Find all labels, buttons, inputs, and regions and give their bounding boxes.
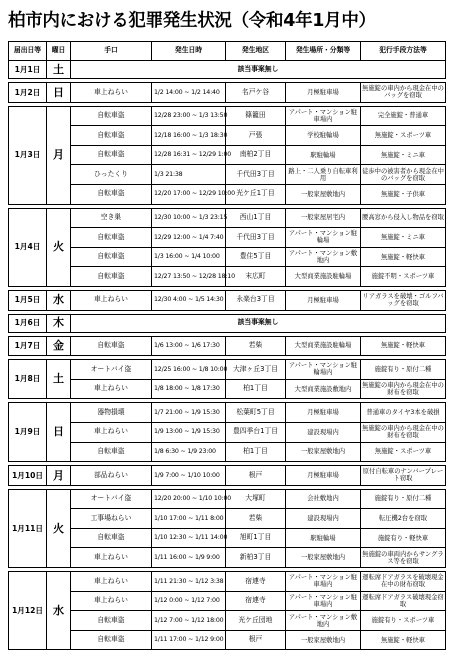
header-means: 犯行手段方法等 xyxy=(361,42,446,61)
table-row xyxy=(9,630,446,650)
no-incident-cell: 該当事案無し xyxy=(71,314,446,332)
weekday-cell: 月 xyxy=(47,106,71,204)
method-cell: 車上ねらい xyxy=(71,83,152,103)
header-date: 届出日等 xyxy=(9,42,47,61)
weekday-cell: 月 xyxy=(47,466,71,486)
datetime-cell: 12/30 4:00 ~ 1/5 14:30 xyxy=(152,290,226,310)
weekday-cell: 日 xyxy=(47,403,71,462)
date-cell: 1月12日 xyxy=(9,572,47,650)
location-cell: 月極駐車場 xyxy=(286,466,361,486)
weekday-cell: 木 xyxy=(47,314,71,332)
location-cell: アパート・マンション敷地内 xyxy=(286,611,361,631)
means-cell: 原付自転車のナンバープレート窃取 xyxy=(361,466,446,486)
location-cell: 月極駐車場 xyxy=(286,290,361,310)
area-cell: 名戸ケ谷 xyxy=(226,83,286,103)
table-row xyxy=(9,228,446,248)
datetime-cell: 1/6 13:00 ~ 1/6 17:30 xyxy=(152,336,226,356)
area-cell: 大津ヶ丘3丁目 xyxy=(226,360,286,380)
method-cell: 車上ねらい xyxy=(71,591,152,611)
location-cell: アパート・マンション駐輪場 xyxy=(286,228,361,248)
weekday-cell: 土 xyxy=(47,360,71,399)
method-cell: 自転車盗 xyxy=(71,442,152,462)
table-row xyxy=(9,267,446,287)
table-row xyxy=(9,126,446,146)
datetime-cell: 1/11 21:30 ~ 1/12 3:38 xyxy=(152,572,226,592)
means-cell: 無施錠・ミニ車 xyxy=(361,228,446,248)
area-cell: 根戸 xyxy=(226,466,286,486)
location-cell: 会社敷地内 xyxy=(286,489,361,509)
header-area: 発生地区 xyxy=(226,42,286,61)
location-cell: 一般家屋敷地内 xyxy=(286,442,361,462)
method-cell: 工事場ねらい xyxy=(71,509,152,529)
table-row xyxy=(9,336,446,356)
method-cell: 自転車盗 xyxy=(71,106,152,126)
area-cell: 南柏2丁目 xyxy=(226,145,286,165)
datetime-cell: 1/9 13:00 ~ 1/9 15:30 xyxy=(152,422,226,442)
table-row xyxy=(9,591,446,611)
table-row xyxy=(9,314,446,332)
means-cell: 無施錠・軽快車 xyxy=(361,630,446,650)
means-cell: 施錠有り・軽快車 xyxy=(361,528,446,548)
date-cell: 1月2日 xyxy=(9,83,47,103)
location-cell: 月極駐車場 xyxy=(286,403,361,423)
location-cell: 一般家屋居宅内 xyxy=(286,208,361,228)
weekday-cell: 日 xyxy=(47,83,71,103)
table-row xyxy=(9,61,446,79)
datetime-cell: 1/10 17:00 ~ 1/11 8:00 xyxy=(152,509,226,529)
method-cell: ひったくり xyxy=(71,165,152,185)
area-cell: 宿連寺 xyxy=(226,572,286,592)
date-cell: 1月7日 xyxy=(9,336,47,356)
location-cell: アパート・マンション駐輪場内 xyxy=(286,360,361,380)
table-row xyxy=(9,379,446,399)
area-cell: 柏1丁目 xyxy=(226,379,286,399)
table-row xyxy=(9,83,446,103)
weekday-cell: 水 xyxy=(47,290,71,310)
means-cell: 転圧機2台を窃取 xyxy=(361,509,446,529)
means-cell: 無施錠の車両内からサングラス等を窃取 xyxy=(361,548,446,568)
header-datetime: 発生日時 xyxy=(152,42,226,61)
weekday-cell: 土 xyxy=(47,61,71,79)
area-cell: 新柏3丁目 xyxy=(226,548,286,568)
table-row xyxy=(9,422,446,442)
means-cell: 施錠有り・原付二種 xyxy=(361,489,446,509)
table-row xyxy=(9,466,446,486)
table-row xyxy=(9,360,446,380)
method-cell: 自転車盗 xyxy=(71,611,152,631)
datetime-cell: 12/25 16:00 ~ 1/8 10:00 xyxy=(152,360,226,380)
area-cell: 千代田3丁目 xyxy=(226,165,286,185)
table-body xyxy=(9,61,446,650)
area-cell: 松葉町5丁目 xyxy=(226,403,286,423)
method-cell: 器物損壊 xyxy=(71,403,152,423)
datetime-cell: 1/8 6:30 ~ 1/9 23:00 xyxy=(152,442,226,462)
location-cell: アパート・マンション敷地内 xyxy=(286,247,361,267)
area-cell: 戸張 xyxy=(226,126,286,146)
method-cell: 車上ねらい xyxy=(71,572,152,592)
location-cell: 駅駐輪場 xyxy=(286,145,361,165)
date-cell: 1月1日 xyxy=(9,61,47,79)
table-row xyxy=(9,165,446,185)
method-cell: 車上ねらい xyxy=(71,548,152,568)
method-cell: 自転車盗 xyxy=(71,267,152,287)
table-row xyxy=(9,572,446,592)
weekday-cell: 金 xyxy=(47,336,71,356)
datetime-cell: 1/8 18:00 ~ 1/8 17:30 xyxy=(152,379,226,399)
table-row xyxy=(9,247,446,267)
area-cell: 大塚町 xyxy=(226,489,286,509)
method-cell: 部品ねらい xyxy=(71,466,152,486)
table-row xyxy=(9,290,446,310)
date-cell: 1月10日 xyxy=(9,466,47,486)
area-cell: 豊四季台1丁目 xyxy=(226,422,286,442)
area-cell: 千代田3丁目 xyxy=(226,228,286,248)
location-cell: 一般家屋敷地内 xyxy=(286,184,361,204)
table-row xyxy=(9,208,446,228)
means-cell: 施錠不明・スポーツ車 xyxy=(361,267,446,287)
area-cell: 旭町1丁目 xyxy=(226,528,286,548)
area-cell: 篠籠田 xyxy=(226,106,286,126)
method-cell: 車上ねらい xyxy=(71,422,152,442)
weekday-cell: 火 xyxy=(47,208,71,286)
table-row xyxy=(9,528,446,548)
location-cell: 大型商業施設敷地内 xyxy=(286,379,361,399)
table-row xyxy=(9,611,446,631)
means-cell: 施錠有り・スポーツ車 xyxy=(361,611,446,631)
location-cell: 路上・二人乗り自転車利用 xyxy=(286,165,361,185)
datetime-cell: 1/11 17:00 ~ 1/12 9:00 xyxy=(152,630,226,650)
area-cell: 永楽台3丁目 xyxy=(226,290,286,310)
datetime-cell: 1/9 7:00 ~ 1/10 10:00 xyxy=(152,466,226,486)
date-cell: 1月5日 xyxy=(9,290,47,310)
means-cell: 無施錠・ミニ車 xyxy=(361,145,446,165)
means-cell: 無施錠・軽快車 xyxy=(361,247,446,267)
weekday-cell: 火 xyxy=(47,489,71,567)
datetime-cell: 1/2 14:00 ~ 1/2 14:40 xyxy=(152,83,226,103)
method-cell: 自転車盗 xyxy=(71,336,152,356)
datetime-cell: 1/12 0:00 ~ 1/12 7:00 xyxy=(152,591,226,611)
method-cell: 自転車盗 xyxy=(71,630,152,650)
means-cell: 無施錠の車内から現金在中のバッグを窃取 xyxy=(361,83,446,103)
table-row xyxy=(9,106,446,126)
datetime-cell: 12/18 16:00 ~ 1/3 18:30 xyxy=(152,126,226,146)
method-cell: オートバイ盗 xyxy=(71,489,152,509)
datetime-cell: 12/20 20:00 ~ 1/10 10:00 xyxy=(152,489,226,509)
location-cell: 一般家屋敷地内 xyxy=(286,548,361,568)
date-cell: 1月3日 xyxy=(9,106,47,204)
area-cell: 末広町 xyxy=(226,267,286,287)
means-cell: 運転席ドアガラス破壊現金窃取 xyxy=(361,591,446,611)
method-cell: 自転車盗 xyxy=(71,228,152,248)
method-cell: 自転車盗 xyxy=(71,247,152,267)
location-cell: 建設現場内 xyxy=(286,509,361,529)
location-cell: 大型商業施設駐輪場 xyxy=(286,267,361,287)
means-cell: 無施錠の車内から現金在中の財布を窃取 xyxy=(361,422,446,442)
means-cell: 無施錠・スポーツ車 xyxy=(361,442,446,462)
method-cell: オートバイ盗 xyxy=(71,360,152,380)
date-cell: 1月9日 xyxy=(9,403,47,462)
table-row xyxy=(9,548,446,568)
page-title: 柏市内における犯罪発生状況（令和4年1月中） xyxy=(8,11,376,31)
method-cell: 空き巣 xyxy=(71,208,152,228)
method-cell: 自転車盗 xyxy=(71,126,152,146)
location-cell: アパート・マンション駐車場内 xyxy=(286,591,361,611)
location-cell: 大型商業施設駐輪場 xyxy=(286,336,361,356)
table-row xyxy=(9,145,446,165)
datetime-cell: 12/28 16:31 ~ 12/29 1:00 xyxy=(152,145,226,165)
datetime-cell: 1/7 21:00 ~ 1/9 15:30 xyxy=(152,403,226,423)
date-cell: 1月11日 xyxy=(9,489,47,567)
location-cell: 駅駐輪場 xyxy=(286,528,361,548)
area-cell: 西山1丁目 xyxy=(226,208,286,228)
area-cell: 光ケ丘団地 xyxy=(226,611,286,631)
crime-table xyxy=(8,41,446,650)
date-cell: 1月6日 xyxy=(9,314,47,332)
means-cell: 無施錠・軽快車 xyxy=(361,336,446,356)
table-row xyxy=(9,403,446,423)
method-cell: 自転車盗 xyxy=(71,145,152,165)
means-cell: 無施錠・スポーツ車 xyxy=(361,126,446,146)
means-cell: 施錠有り・原付二種 xyxy=(361,360,446,380)
area-cell: 柏1丁目 xyxy=(226,442,286,462)
area-cell: 若柴 xyxy=(226,336,286,356)
weekday-cell: 水 xyxy=(47,572,71,650)
area-cell: 宿連寺 xyxy=(226,591,286,611)
means-cell: 普通車のタイヤ3本を破損 xyxy=(361,403,446,423)
date-cell: 1月4日 xyxy=(9,208,47,286)
means-cell: 運転席ドアガラスを破壊現金在中の財布窃取 xyxy=(361,572,446,592)
datetime-cell: 12/27 13:50 ~ 12/28 18:10 xyxy=(152,267,226,287)
method-cell: 車上ねらい xyxy=(71,379,152,399)
location-cell: アパート・マンション駐車場内 xyxy=(286,106,361,126)
datetime-cell: 12/28 23:00 ~ 1/3 13:50 xyxy=(152,106,226,126)
table-row xyxy=(9,184,446,204)
method-cell: 自転車盗 xyxy=(71,528,152,548)
table-row xyxy=(9,442,446,462)
datetime-cell: 1/3 21:38 xyxy=(152,165,226,185)
datetime-cell: 12/30 10:00 ~ 1/3 23:15 xyxy=(152,208,226,228)
datetime-cell: 1/3 16:00 ~ 1/4 10:00 xyxy=(152,247,226,267)
area-cell: 豊住5丁目 xyxy=(226,247,286,267)
means-cell: 無施錠の車内から現金在中の財布を窃取 xyxy=(361,379,446,399)
datetime-cell: 12/20 17:00 ~ 12/29 10:00 xyxy=(152,184,226,204)
area-cell: 根戸 xyxy=(226,630,286,650)
datetime-cell: 1/12 7:00 ~ 1/12 18:00 xyxy=(152,611,226,631)
location-cell: アパート・マンション駐車場内 xyxy=(286,572,361,592)
method-cell: 自転車盗 xyxy=(71,184,152,204)
means-cell: 無施錠・子供車 xyxy=(361,184,446,204)
datetime-cell: 1/10 12:30 ~ 1/11 14:00 xyxy=(152,528,226,548)
location-cell: 学校駐輪場 xyxy=(286,126,361,146)
table-header-row xyxy=(9,42,446,61)
means-cell: 徒歩中の被害者から現金在中のバッグを窃取 xyxy=(361,165,446,185)
method-cell: 車上ねらい xyxy=(71,290,152,310)
header-location: 発生場所・分類等 xyxy=(286,42,361,61)
means-cell: 完全施錠・普通車 xyxy=(361,106,446,126)
location-cell: 一般家屋敷地内 xyxy=(286,630,361,650)
location-cell: 月極駐車場 xyxy=(286,83,361,103)
date-cell: 1月8日 xyxy=(9,360,47,399)
header-method: 手口 xyxy=(71,42,152,61)
datetime-cell: 12/29 12:00 ~ 1/4 7:40 xyxy=(152,228,226,248)
table-row xyxy=(9,509,446,529)
area-cell: 若柴 xyxy=(226,509,286,529)
table-row xyxy=(9,489,446,509)
datetime-cell: 1/11 16:00 ~ 1/9 9:00 xyxy=(152,548,226,568)
header-weekday: 曜日 xyxy=(47,42,71,61)
no-incident-cell: 該当事案無し xyxy=(71,61,446,79)
means-cell: リアガラスを破壊・ゴルフバッグを窃取 xyxy=(361,290,446,310)
location-cell: 建設現場内 xyxy=(286,422,361,442)
area-cell: 光ケ丘1丁目 xyxy=(226,184,286,204)
means-cell: 腰高窓から侵入し物品を窃取 xyxy=(361,208,446,228)
